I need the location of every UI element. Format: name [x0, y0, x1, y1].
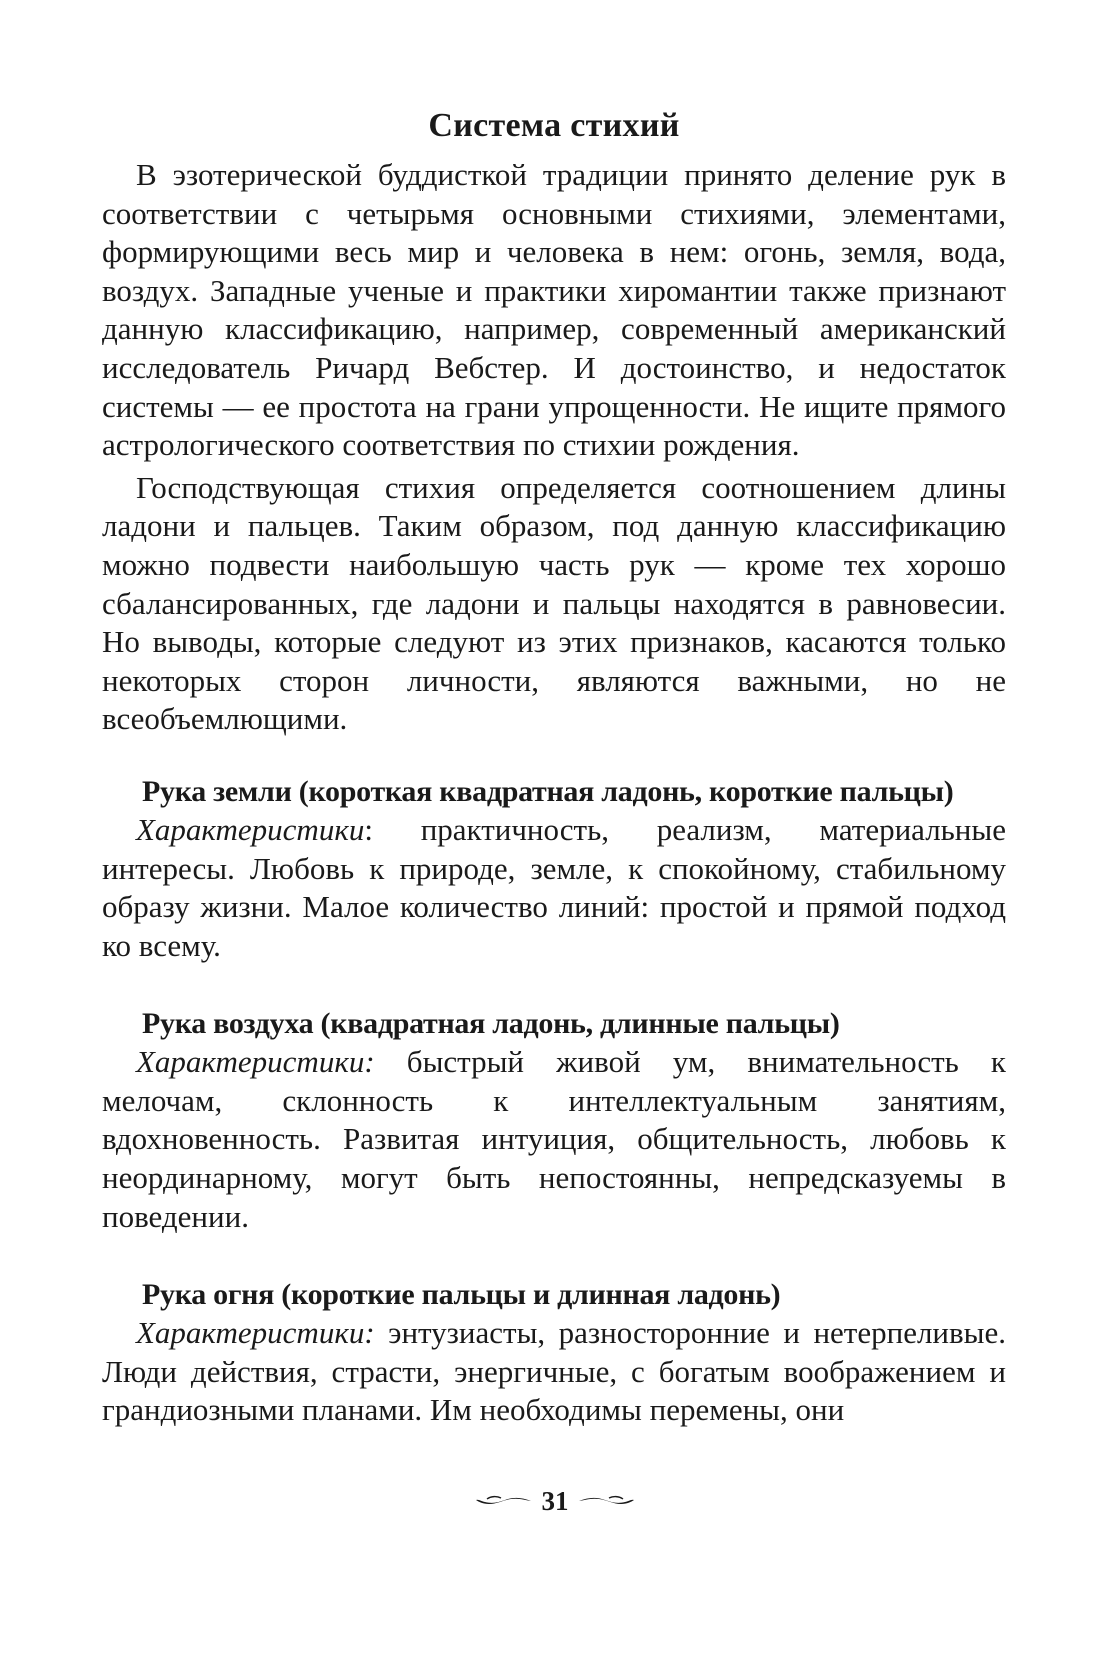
section-body-fire: [102, 1314, 1006, 1430]
flourish-right-icon: [577, 1494, 635, 1508]
page-number: 31: [541, 1485, 569, 1516]
flourish-left-icon: [475, 1494, 533, 1508]
intro-paragraph-1: В эзотерической буддисткой традиции принято деление рук в соответствии с четырьмя основными стихиями, элементами, формирующими весь мир и человека в нем: огонь, земля, вода, воздух. Западные ученые и практики хиромантии также признают данную классификацию, например, современный американский исследователь Ричард Вебстер. И достоинство, и недостаток системы — ее простота на грани упрощенности. Не ищите прямого астрологического соответствия по стихии рождения.: [102, 157, 1006, 463]
section-text-fire: энтузиасты, разносторонние и нетерпеливые. Люди действия, страсти, энергичные, с богатым воображением и грандиозными планами. Им необходимы перемены, они: [102, 1315, 1006, 1428]
page-title: Система стихий: [428, 107, 680, 144]
section-lead-fire: Характеристики:: [136, 1315, 375, 1351]
section-body-earth: [102, 811, 1006, 965]
intro-paragraph-2: Господствующая стихия определяется соотношением длины ладони и пальцев. Таким образом, под данную классификацию можно подвести наибольшую часть рук — кроме тех хорошо сбалансированных, где ладони и пальцы находятся в равновесии. Но выводы, которые следуют из этих признаков, касаются только некоторых сторон личности, являются важными, но не всеобъемлющими.: [102, 469, 1006, 737]
section-lead-earth: Характеристики: [136, 811, 365, 847]
page-footer: [0, 1483, 1110, 1516]
section-body-air: [102, 1043, 1006, 1236]
section-lead-air: Характеристики:: [136, 1044, 375, 1080]
section-heading-earth: Рука земли (короткая квадратная ладонь, короткие пальцы): [142, 774, 954, 808]
section-heading-fire: Рука огня (короткие пальцы и длинная ладонь): [142, 1278, 781, 1312]
section-heading-air: Рука воздуха (квадратная ладонь, длинные пальцы): [142, 1007, 840, 1041]
page-content: [102, 100, 1006, 1430]
section-text-air: быстрый живой ум, внимательность к мелочам, склонность к интеллектуальным занятиям, вдохновенность. Развитая интуиция, общительность, любовь к неординарному, могут быть непостоянны, непредсказуемы в поведении.: [102, 1044, 1006, 1234]
section-text-earth: : практичность, реализм, материальные интересы. Любовь к природе, земле, к спокойному, стабильному образу жизни. Малое количество линий: простой и прямой подход ко всему.: [102, 811, 1006, 963]
